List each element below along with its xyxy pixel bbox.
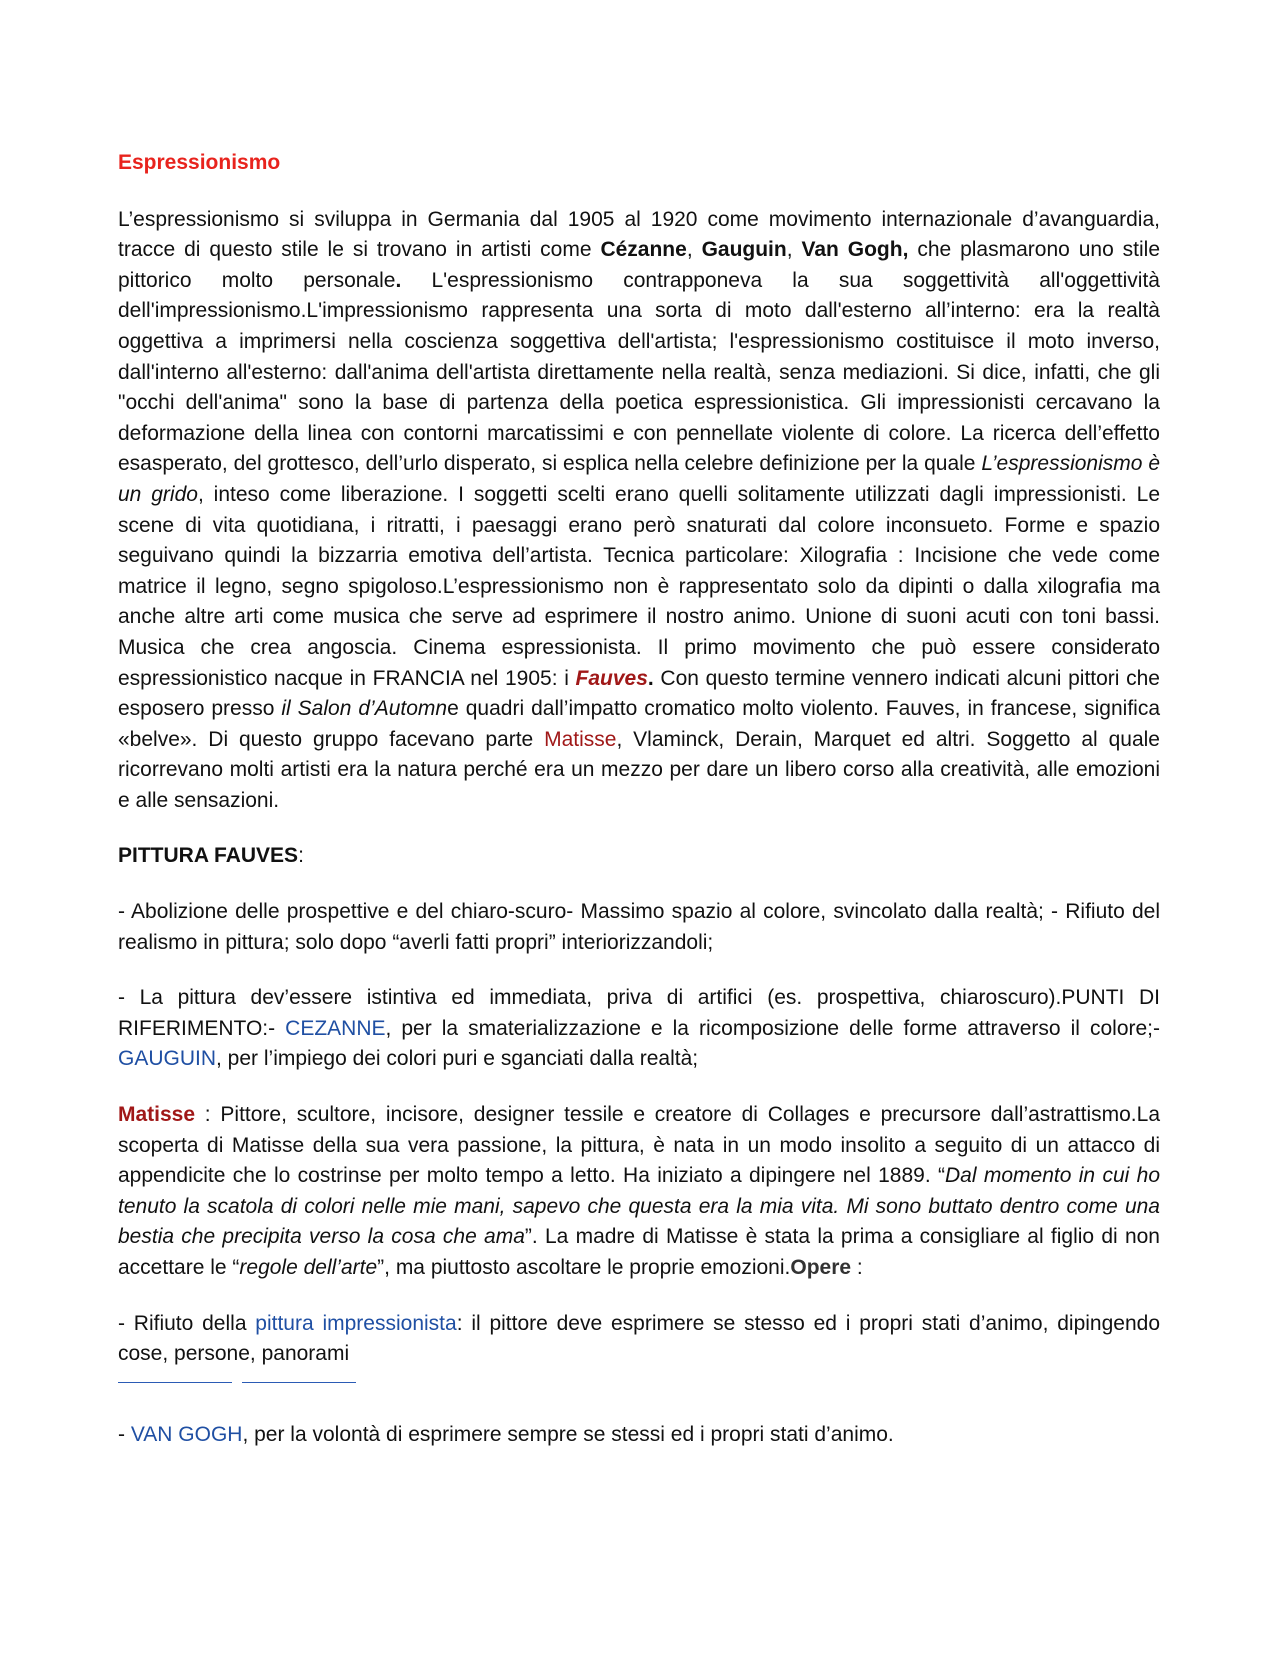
underline-left	[118, 1382, 232, 1383]
fauves-term: Fauves	[575, 666, 648, 690]
opere-label: Opere	[790, 1256, 852, 1279]
matisse-paragraph: Matisse : Pittore, scultore, incisore, designer tessile e creatore di Collages e precursore dall’astrattismo.La scoperta di Matisse della sua vera passione, la pittura, è nata in un modo insolito a seguito di un attacco di appendicite che lo costrinse per molto tempo a letto. Ha iniziato a dipingere nel 1889. “Dal momento in cui ho tenuto la scatola di colori nelle mie mani, sapevo che questa era la mia vita. Mi sono buttato dentro come una bestia che precipita verso la cosa che ama”. La madre di Matisse è stata la prima a consigliare al figlio di non accettare le “regole dell’arte”, ma piuttosto ascoltare le proprie emozioni.Opere :	[118, 1103, 1161, 1279]
artist-cezanne: Cézanne	[600, 238, 687, 262]
artist-van-gogh: Van Gogh,	[801, 238, 909, 262]
matisse-quote: Dal momento in cui ho tenuto la scatola di colori nelle mie mani, sapevo che questa era la mia vita. Mi sono buttato dentro come una bestia che precipita verso la cosa che ama	[118, 1164, 1161, 1249]
fauves-paragraph-1: - Abolizione delle prospettive e del chiaro-scuro- Massimo spazio al colore, svincolato dalla realtà; - Rifiuto del realismo in pittura; solo dopo “averli fatti propri” interiorizzandoli;	[118, 900, 1160, 954]
van-gogh-paragraph: - VAN GOGH, per la volontà di esprimere sempre se stessi ed i propri stati d’animo.	[118, 1422, 894, 1446]
fauves-paragraph-2: - La pittura dev’essere istintiva ed immediata, priva di artifici (es. prospettiva, chiaroscuro).PUNTI DI RIFERIMENTO:- CEZANNE, per la smaterializzazione e la ricomposizione delle forme attraverso il colore;- GAUGUIN, per l’impiego dei colori puri e sganciati dalla realtà;	[118, 986, 1160, 1071]
expressionism-quote: L’espressionismo è un grido	[118, 452, 1161, 506]
intro-paragraph: L’espressionismo si sviluppa in Germania dal 1905 al 1920 come movimento internazionale d’avanguardia, tracce di questo stile le si trovano in artisti come Cézanne, Gauguin, Van Gogh, che plasmarono uno stile pittorico molto personale. L'espressionismo contrapponeva la sua soggettività all'oggettività dell'impressionismo.L'impressionismo rappresenta una sorta di moto dall'esterno all’interno: era la realtà oggettiva a imprimersi nella coscienza soggettiva dell'artista; l'espressionismo costituisce il moto inverso, dall'interno all'esterno: dall'anima dell'artista direttamente nella realtà, senza mediazioni. Si dice, infatti, che gli "occhi dell'anima" sono la base di partenza della poetica espressionistica. Gli impressionisti cercavano la deformazione della linea con contorni marcatissimi e con pennellate violente di colore. La ricerca dell’effetto esasperato, del grottesco, dell’urlo disperato, si esplica nella celebre definizione per la quale L’espressionismo è un grido, inteso come liberazione. I soggetti scelti erano quelli solitamente utilizzati dagli impressionisti. Le scene di vita quotidiana, i ritratti, i paesaggi erano però snaturati dal colore inconsueto. Forme e spazio seguivano quindi la bizzarria emotiva dell’artista. Tecnica particolare: Xilografia : Incisione che vede come matrice il legno, segno spigoloso.L’espressionismo non è rappresentato solo da dipinti o dalla xilografia ma anche altre arti come musica che serve ad esprimere il nostro animo. Unione di suoni acuti con toni bassi. Musica che crea angoscia. Cinema espressionista. Il primo movimento che può essere considerato espressionistico nacque in FRANCIA nel 1905: i Fauves. Con questo termine vennero indicati alcuni pittori che esposero presso il Salon d’Automne quadri dall’impatto cromatico molto violento. Fauves, in francese, significa «belve». Di questo gruppo facevano parte Matisse, Vlaminck, Derain, Marquet ed altri. Soggetto al quale ricorrevano molti artisti era la natura perché era un mezzo per dare un libero corso alla creatività, alle emozioni e alle sensazioni.	[118, 207, 1161, 812]
artist-gauguin: Gauguin	[701, 238, 787, 262]
salon-name: il Salon d’Automn	[281, 697, 448, 721]
rejection-paragraph: - Rifiuto della pittura impressionista: il pittore deve esprimere se stesso ed i propri stati d’animo, dipingendo cose, persone, panorami	[118, 1311, 1160, 1366]
van-gogh-link[interactable]: VAN GOGH	[130, 1422, 243, 1446]
section-heading-fauves: PITTURA FAUVES:	[118, 844, 304, 868]
underline-right	[242, 1382, 356, 1383]
document-page	[118, 148, 1160, 1475]
impressionist-painting-link[interactable]: pittura impressionista	[255, 1311, 457, 1335]
document-title: Espressionismo	[118, 151, 281, 174]
matisse-heading: Matisse	[118, 1103, 196, 1127]
cezanne-link[interactable]: CEZANNE	[285, 1016, 386, 1040]
gauguin-link[interactable]: GAUGUIN	[118, 1047, 217, 1071]
link-underlines	[118, 1382, 1160, 1384]
matisse-mention: Matisse	[544, 727, 617, 751]
